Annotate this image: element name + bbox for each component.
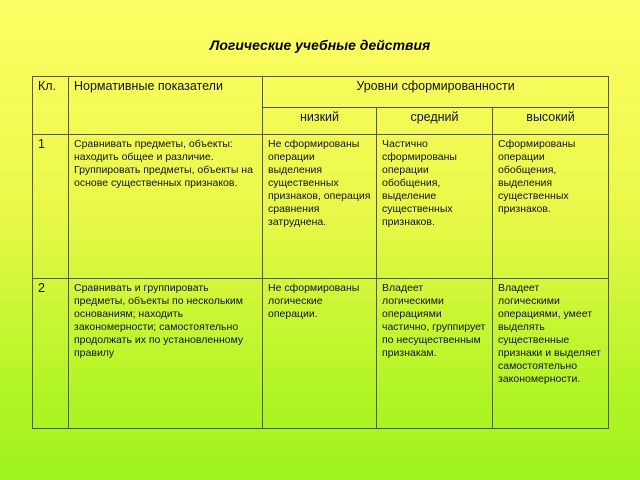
cell-low: Не сформированы операции выделения существенных признаков, операция сравнения затруднена. <box>263 135 377 279</box>
cell-high: Владеет логическими операциями, умеет выделять существенные признаки и выделяет самостоятельно закономерности. <box>493 279 609 429</box>
header-class: Кл. <box>33 77 69 135</box>
header-level-high: высокий <box>493 108 609 135</box>
header-level-medium: средний <box>377 108 493 135</box>
cell-high: Сформированы операции обобщения, выделения существенных признаков. <box>493 135 609 279</box>
header-levels-group: Уровни сформированности <box>263 77 609 108</box>
logical-actions-table <box>32 76 609 429</box>
cell-medium: Частично сформированы операции обобщения, выделение существенных признаков. <box>377 135 493 279</box>
cell-low: Не сформированы логические операции. <box>263 279 377 429</box>
cell-class: 1 <box>33 135 69 279</box>
cell-medium: Владеет логическими операциями частично, группирует по несущественным признакам. <box>377 279 493 429</box>
cell-class: 2 <box>33 279 69 429</box>
cell-indicator: Сравнивать и группировать предметы, объекты по нескольким основаниям; находить закономерности; самостоятельно продолжать их по установленному правилу <box>69 279 263 429</box>
header-level-low: низкий <box>263 108 377 135</box>
page-title: Логические учебные действия <box>209 37 431 53</box>
table-row <box>33 135 609 279</box>
header-indicators: Нормативные показатели <box>69 77 263 135</box>
cell-indicator: Сравнивать предметы, объекты: находить общее и различие. Группировать предметы, объекты на основе существенных признаков. <box>69 135 263 279</box>
header-row <box>33 77 609 108</box>
table-row <box>33 279 609 429</box>
